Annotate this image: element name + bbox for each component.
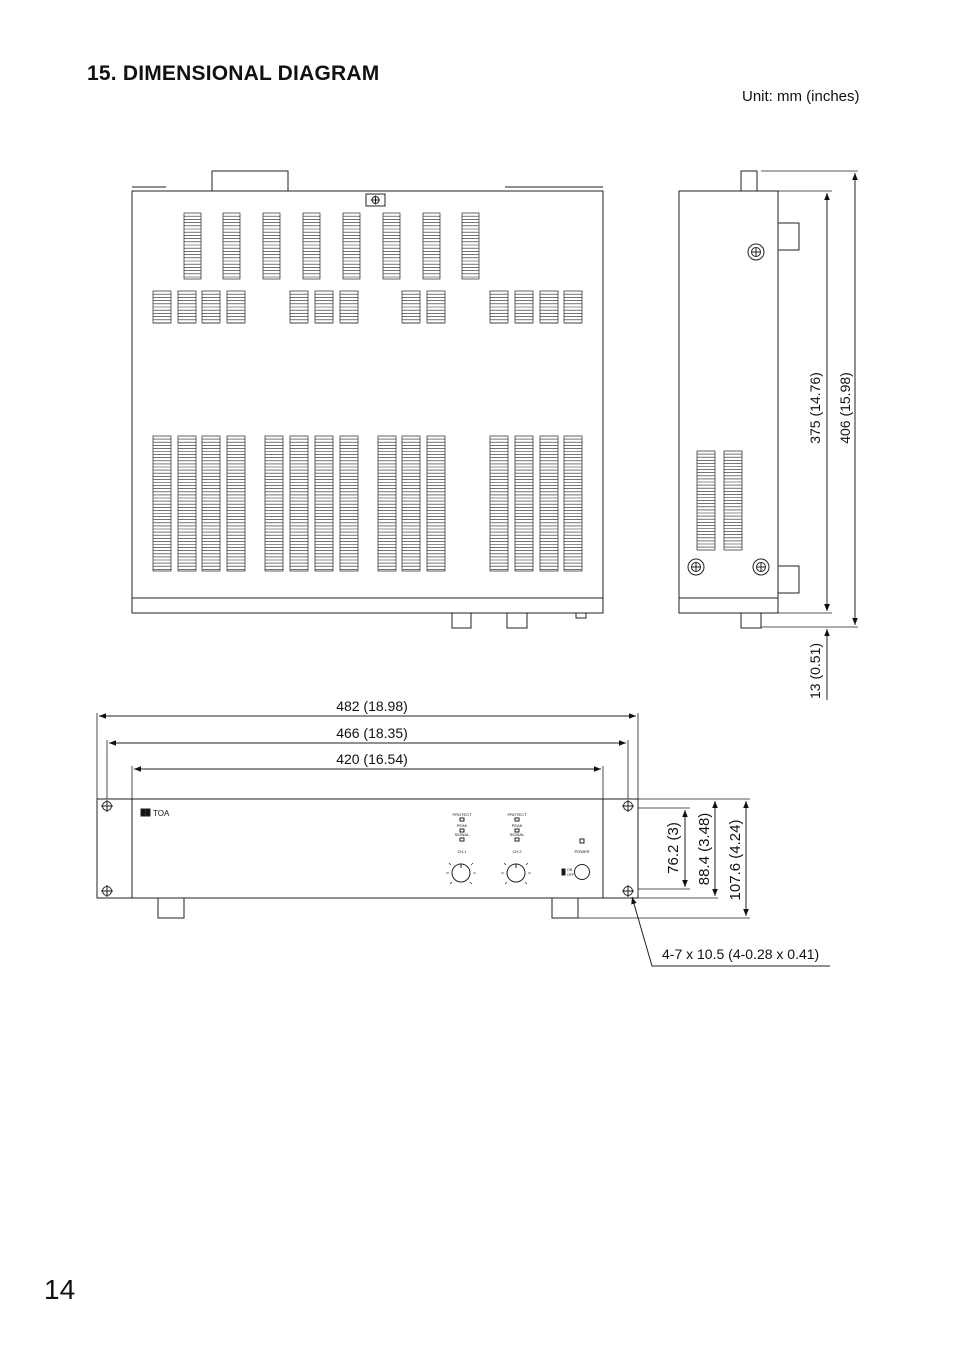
top-foot-knob-2 (507, 613, 527, 628)
ch2-peak-label: PEAK (511, 823, 523, 828)
dim-13-label: 13 (0.51) (807, 642, 823, 700)
ch1-name-label: CH.1 (457, 849, 467, 854)
top-foot-knob-1 (452, 613, 471, 628)
side-handle-bottom (778, 566, 799, 593)
front-view (97, 713, 830, 966)
power-label: POWER (574, 849, 590, 854)
ch2-name-label: CH.2 (512, 849, 522, 854)
front-panel (97, 799, 638, 898)
unit-note: Unit: mm (inches) (742, 88, 860, 105)
top-rear-tab (212, 171, 288, 192)
ch1-signal-label: SIGNAL (454, 832, 470, 837)
ch2-signal-label: SIGNAL (509, 832, 525, 837)
front-foot-left (158, 898, 184, 918)
dim-420-label: 420 (16.54) (336, 751, 408, 767)
top-view (132, 171, 603, 628)
power-on-off-mark (562, 869, 565, 875)
dim-466-label: 466 (18.35) (336, 725, 408, 741)
ch2-protect-label: PROTECT (507, 812, 527, 817)
dim-88-4-label: 88.4 (3.48) (696, 812, 713, 886)
dim-107-6-label: 107.6 (4.24) (727, 819, 744, 901)
side-view (679, 171, 858, 700)
brand-label: TOA (153, 809, 170, 818)
front-foot-right (552, 898, 578, 918)
dim-76-2-label: 76.2 (3) (665, 822, 682, 874)
page-title: 15. DIMENSIONAL DIAGRAM (87, 62, 380, 85)
top-power-switch (576, 613, 586, 618)
dim-406-label: 406 (15.98) (837, 372, 853, 444)
ch1-peak-label: PEAK (456, 823, 468, 828)
side-foot (741, 613, 761, 628)
on-label: ON (567, 868, 573, 872)
ch1-protect-label: PROTECT (452, 812, 472, 817)
side-rear-tab (741, 171, 757, 191)
brand-logo-mark (141, 809, 145, 816)
top-view-body (132, 191, 603, 613)
side-handle-top (778, 223, 799, 250)
page-number: 14 (44, 1274, 76, 1305)
mount-hole-label: 4-7 x 10.5 (4-0.28 x 0.41) (662, 946, 820, 962)
off-label: OFF (567, 873, 574, 877)
dim-375-label: 375 (14.76) (807, 372, 823, 444)
dim-482-label: 482 (18.98) (336, 698, 408, 714)
